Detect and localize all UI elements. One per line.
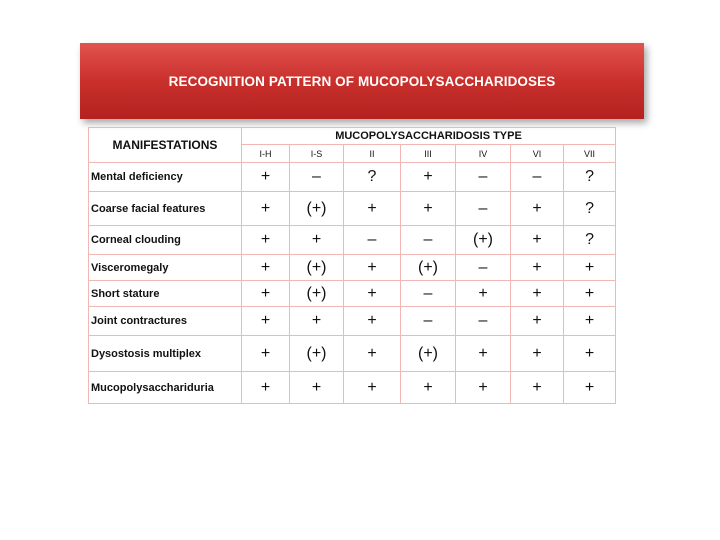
table-cell: + xyxy=(290,307,344,336)
table-cell: + xyxy=(564,372,616,404)
table-cell: + xyxy=(456,336,511,372)
table-cell: – xyxy=(290,163,344,192)
table-row xyxy=(89,255,616,281)
table-row xyxy=(89,336,616,372)
table-cell: + xyxy=(242,226,290,255)
row-label: Coarse facial features xyxy=(89,192,242,226)
table-cell: (+) xyxy=(456,226,511,255)
manifestations-header: MANIFESTATIONS xyxy=(89,128,242,163)
row-label: Mucopolysacchariduria xyxy=(89,372,242,404)
table-row xyxy=(89,192,616,226)
row-label: Corneal clouding xyxy=(89,226,242,255)
table-cell: + xyxy=(564,281,616,307)
table-cell: + xyxy=(401,192,456,226)
type-header: II xyxy=(344,145,401,163)
table-cell: (+) xyxy=(290,281,344,307)
table-cell: + xyxy=(511,255,564,281)
table-cell: (+) xyxy=(290,255,344,281)
table-cell: + xyxy=(242,336,290,372)
table-cell: + xyxy=(456,372,511,404)
row-label: Dysostosis multiplex xyxy=(89,336,242,372)
table-cell: + xyxy=(401,372,456,404)
table-cell: – xyxy=(344,226,401,255)
table-cell: – xyxy=(456,255,511,281)
type-header: IV xyxy=(456,145,511,163)
table-cell: ? xyxy=(564,226,616,255)
table-cell: + xyxy=(344,255,401,281)
table-cell: + xyxy=(344,281,401,307)
table-cell: + xyxy=(511,336,564,372)
table-row xyxy=(89,307,616,336)
table-cell: + xyxy=(290,372,344,404)
type-header: VII xyxy=(564,145,616,163)
table-cell: – xyxy=(401,307,456,336)
table-cell: + xyxy=(564,336,616,372)
table-cell: (+) xyxy=(401,336,456,372)
type-header: III xyxy=(401,145,456,163)
row-label: Short stature xyxy=(89,281,242,307)
table-cell: (+) xyxy=(290,192,344,226)
table-cell: + xyxy=(242,192,290,226)
table-cell: + xyxy=(242,281,290,307)
row-label: Visceromegaly xyxy=(89,255,242,281)
table-row xyxy=(89,281,616,307)
table-cell: + xyxy=(511,192,564,226)
table-cell: + xyxy=(344,336,401,372)
table-cell: + xyxy=(401,163,456,192)
title-banner xyxy=(80,43,644,119)
mps-table xyxy=(88,127,616,404)
table-cell: + xyxy=(290,226,344,255)
table-cell: + xyxy=(344,192,401,226)
type-header: VI xyxy=(511,145,564,163)
type-group-header: MUCOPOLYSACCHARIDOSIS TYPE xyxy=(242,128,616,145)
table-cell: – xyxy=(511,163,564,192)
slide-title: RECOGNITION PATTERN OF MUCOPOLYSACCHARIDOSES xyxy=(168,73,556,89)
table-cell: – xyxy=(401,226,456,255)
table-cell: + xyxy=(242,163,290,192)
row-label: Joint contractures xyxy=(89,307,242,336)
table-row xyxy=(89,372,616,404)
table-cell: + xyxy=(511,281,564,307)
table-row xyxy=(89,163,616,192)
table-cell: – xyxy=(456,307,511,336)
table-cell: + xyxy=(242,255,290,281)
table-cell: + xyxy=(511,307,564,336)
row-label: Mental deficiency xyxy=(89,163,242,192)
table-cell: – xyxy=(456,163,511,192)
table-cell: ? xyxy=(344,163,401,192)
table-cell: + xyxy=(456,281,511,307)
table-cell: – xyxy=(456,192,511,226)
table-cell: ? xyxy=(564,163,616,192)
table-cell: (+) xyxy=(290,336,344,372)
table-cell: + xyxy=(242,372,290,404)
table-row xyxy=(89,226,616,255)
table-cell: ? xyxy=(564,192,616,226)
table-cell: + xyxy=(564,255,616,281)
table-cell: + xyxy=(344,372,401,404)
table-cell: + xyxy=(511,226,564,255)
table-cell: (+) xyxy=(401,255,456,281)
type-header: I-S xyxy=(290,145,344,163)
table-cell: + xyxy=(344,307,401,336)
table-cell: + xyxy=(564,307,616,336)
type-header: I-H xyxy=(242,145,290,163)
table-cell: + xyxy=(242,307,290,336)
table-cell: – xyxy=(401,281,456,307)
table-cell: + xyxy=(511,372,564,404)
